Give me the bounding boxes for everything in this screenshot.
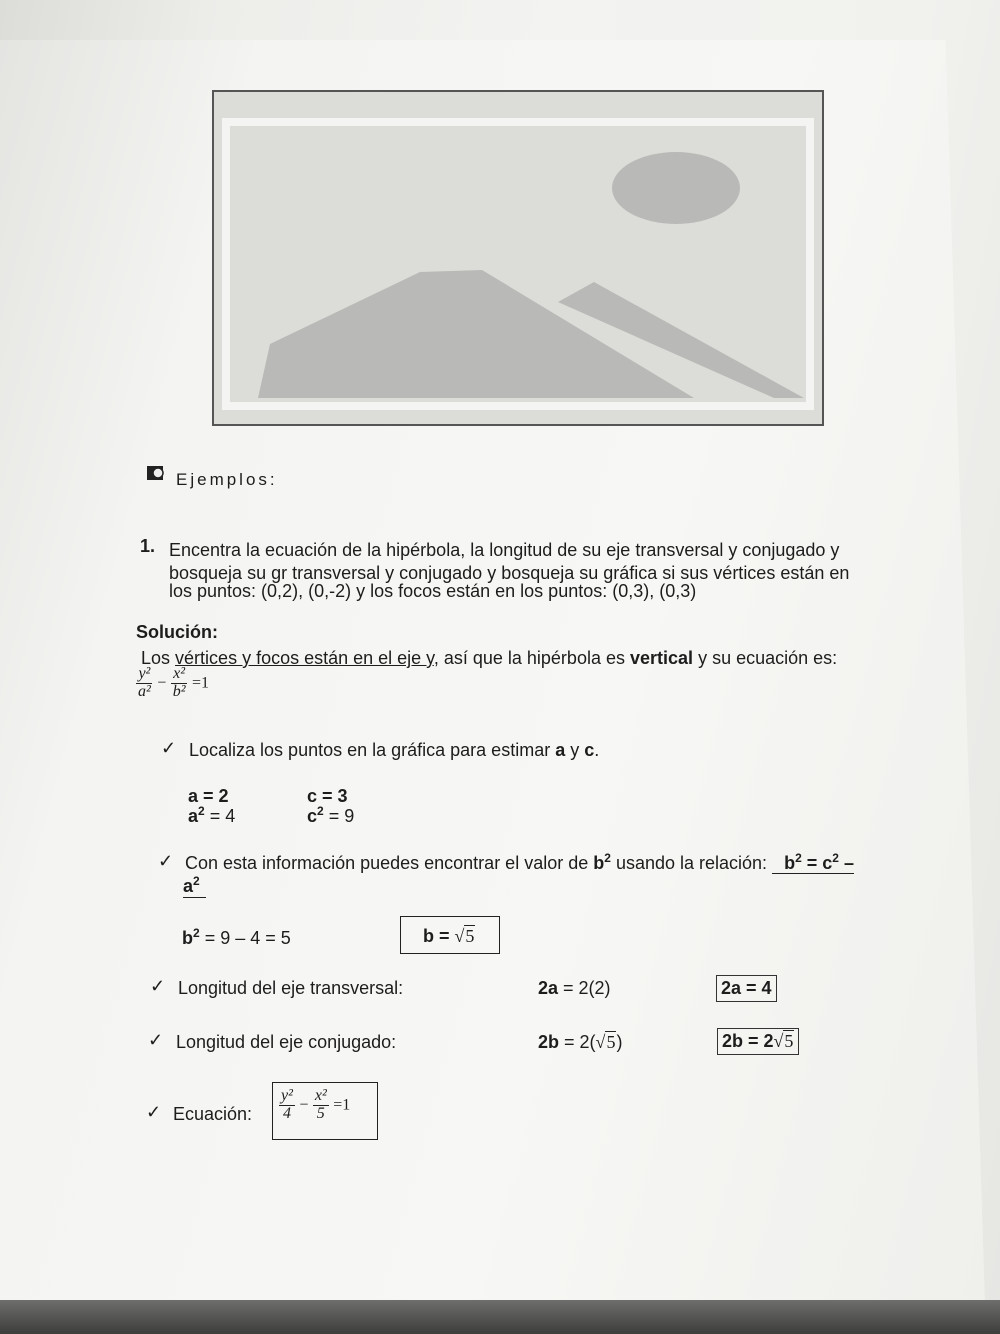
solution-heading: Solución: — [136, 622, 218, 642]
intro-bold: vertical — [630, 648, 694, 668]
table-edge — [0, 1300, 1000, 1334]
image-placeholder-icon — [214, 92, 822, 424]
b-result-box: b = √5 — [400, 916, 500, 954]
b-calculation: $b^2 = 9 - 4 = 5$ — [182, 926, 291, 948]
general-eq-frac-2: $\frac{\text{x²}}{\text{b²}}$ — [172, 665, 186, 700]
intro-post: y su ecuación es: — [698, 648, 838, 668]
transverse-calc: 2a = 2(2) — [538, 978, 611, 998]
examples-icon — [146, 465, 166, 483]
step-locate: Localiza los puntos en la gráfica para estimar a y c. — [189, 740, 600, 760]
transverse-result: 2a = 4 — [716, 975, 777, 1002]
conjugate-calc: 2b = 2(√5) — [538, 1032, 623, 1052]
solution-intro — [141, 648, 837, 669]
intro-underlined: vértices y focos están en el eje y — [175, 648, 434, 668]
intro-pre: Los — [141, 648, 171, 668]
equation-label: Ecuación: — [173, 1104, 253, 1124]
conjugate-result: 2b = 2√5 — [717, 1028, 799, 1055]
check-icon: ✓ — [150, 976, 166, 996]
final-equation: $\frac{\text{y²}}{4}$ − $\frac{\text{x²}}{5}$ =1 — [272, 1082, 378, 1140]
transverse-label: Longitud del eje transversal: — [178, 978, 404, 998]
relation-formula-cont: $a^2$ — [183, 876, 206, 898]
general-equation: $\frac{\text{y²}}{\text{a²}}$ − $\frac{\text{x²}}{\text{b²}}$ =1 — [138, 665, 210, 700]
final-eq-frac-1: $\frac{\text{y²}}{4}$ — [281, 1087, 293, 1122]
problem-number: 1. — [140, 536, 156, 556]
value-a: a = 2 — [188, 786, 229, 806]
check-icon: ✓ — [148, 1030, 164, 1050]
problem-line-3: los puntos: (0,2), (0,-2) y los focos están en los puntos: (0,3), (0,3) — [169, 581, 697, 601]
intro-mid: , así que la hipérbola es — [433, 648, 625, 668]
final-eq-frac-2: $\frac{\text{x²}}{5}$ — [314, 1087, 327, 1122]
general-eq-frac-1: $\frac{\text{y²}}{\text{a²}}$ — [138, 665, 151, 700]
examples-header: Ejemplos: — [176, 470, 278, 489]
relation-formula: $b^2 = c^2$ – — [772, 853, 854, 874]
problem-line-2: bosqueja su gr transversal y conjugado y bosqueja su gráfica si sus vértices están en — [169, 563, 850, 583]
conjugate-label: Longitud del eje conjugado: — [176, 1032, 397, 1052]
step-relation: Con esta información puedes encontrar el valor de $b^2$ usando la relación: $b^2 = c^2$ – — [185, 851, 854, 873]
value-c-squared: $c^2 = 9$ — [307, 804, 355, 826]
check-icon: ✓ — [146, 1102, 162, 1122]
problem-line-1: Encentra la ecuación de la hipérbola, la longitud de su eje transversal y conjugado y — [169, 540, 840, 560]
check-icon: ✓ — [158, 851, 174, 871]
check-icon: ✓ — [161, 738, 177, 758]
image-placeholder — [212, 90, 824, 426]
value-c: c = 3 — [307, 786, 348, 806]
value-a-squared: $a^2 = 4$ — [188, 804, 236, 826]
